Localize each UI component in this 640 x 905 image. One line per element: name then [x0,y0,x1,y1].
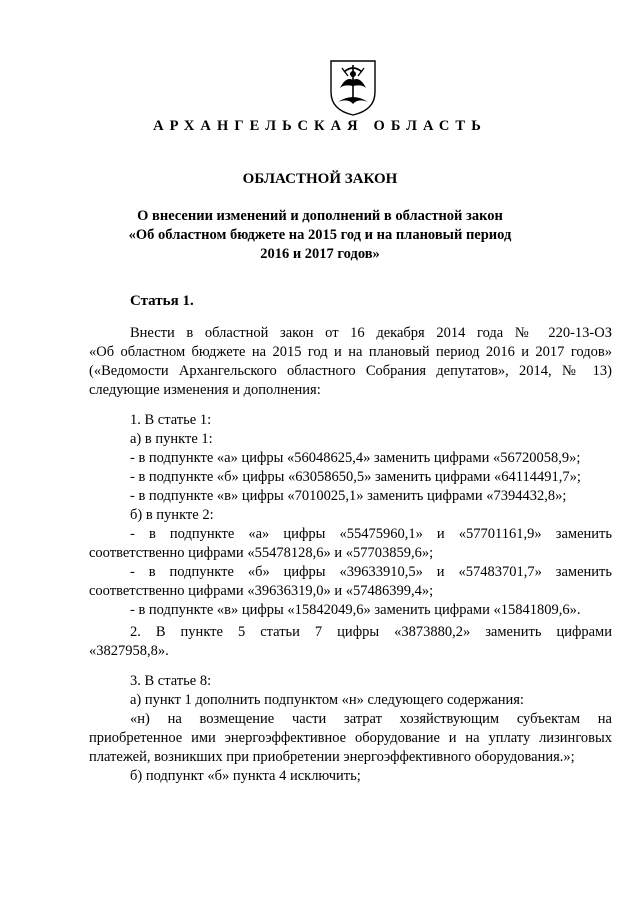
amendment-line: «3827958,8». [89,643,169,659]
paragraph-line: («Ведомости Архангельского областного Собрания депутатов», 2014, № 13) [89,363,612,379]
amendment-item-1 [89,411,612,620]
law-title [120,207,520,264]
subitem-heading: а) в пункте 1: [130,431,213,447]
law-type-heading: ОБЛАСТНОЙ ЗАКОН [242,171,398,187]
subitem-heading: б) подпункт «б» пункта 4 исключить; [130,768,361,784]
amendment-line: платежей, возникших при приобретении энергоэффективного оборудования.»; [89,749,575,765]
subitem-heading: а) пункт 1 дополнить подпунктом «н» следующего содержания: [130,692,524,708]
subitem-heading: б) в пункте 2: [130,507,214,523]
amendment-line: - в подпункте «а» цифры «55475960,1» и «57701161,9» заменить [130,526,612,542]
item-heading: 3. В статье 8: [130,673,212,689]
law-title-line: 2016 и 2017 годов» [260,246,380,262]
item-heading: 1. В статье 1: [130,412,212,428]
amendment-line: соответственно цифрами «39636319,0» и «57486399,4»; [89,583,434,599]
amendment-line: соответственно цифрами «55478128,6» и «57703859,6»; [89,545,434,561]
law-title-line: О внесении изменений и дополнений в областной закон [137,208,503,224]
coat-of-arms-emblem [328,58,378,116]
amendment-line: 2. В пункте 5 статьи 7 цифры «3873880,2» заменить цифрами [130,624,612,640]
amendment-item-2 [89,623,612,661]
amendment-line: - в подпункте «в» цифры «15842049,6» заменить цифрами «15841809,6». [130,602,581,618]
amendment-line: - в подпункте «в» цифры «7010025,1» заменить цифрами «7394432,8»; [130,488,567,504]
amendment-line: - в подпункте «б» цифры «39633910,5» и «57483701,7» заменить [130,564,612,580]
paragraph-line: следующие изменения и дополнения: [89,382,321,398]
amendment-line: приобретенное ими энергоэффективное оборудование и на уплату лизинговых [89,730,612,746]
intro-paragraph [89,324,612,400]
law-title-line: «Об областном бюджете на 2015 год и на плановый период [128,227,512,243]
paragraph-line: «Об областном бюджете на 2015 год и на плановый период 2016 и 2017 годов» [89,344,612,360]
amendment-line: - в подпункте «б» цифры «63058650,5» заменить цифрами «64114491,7»; [130,469,581,485]
amendment-item-3 [89,672,612,786]
amendment-line: «н) на возмещение части затрат хозяйствующим субъектам на [130,711,612,727]
paragraph-line: Внести в областной закон от 16 декабря 2014 года № 220-13-ОЗ [130,325,612,341]
region-name: АРХАНГЕЛЬСКАЯ ОБЛАСТЬ [153,118,487,134]
article-heading: Статья 1. [130,293,194,309]
amendment-line: - в подпункте «а» цифры «56048625,4» заменить цифрами «56720058,9»; [130,450,581,466]
